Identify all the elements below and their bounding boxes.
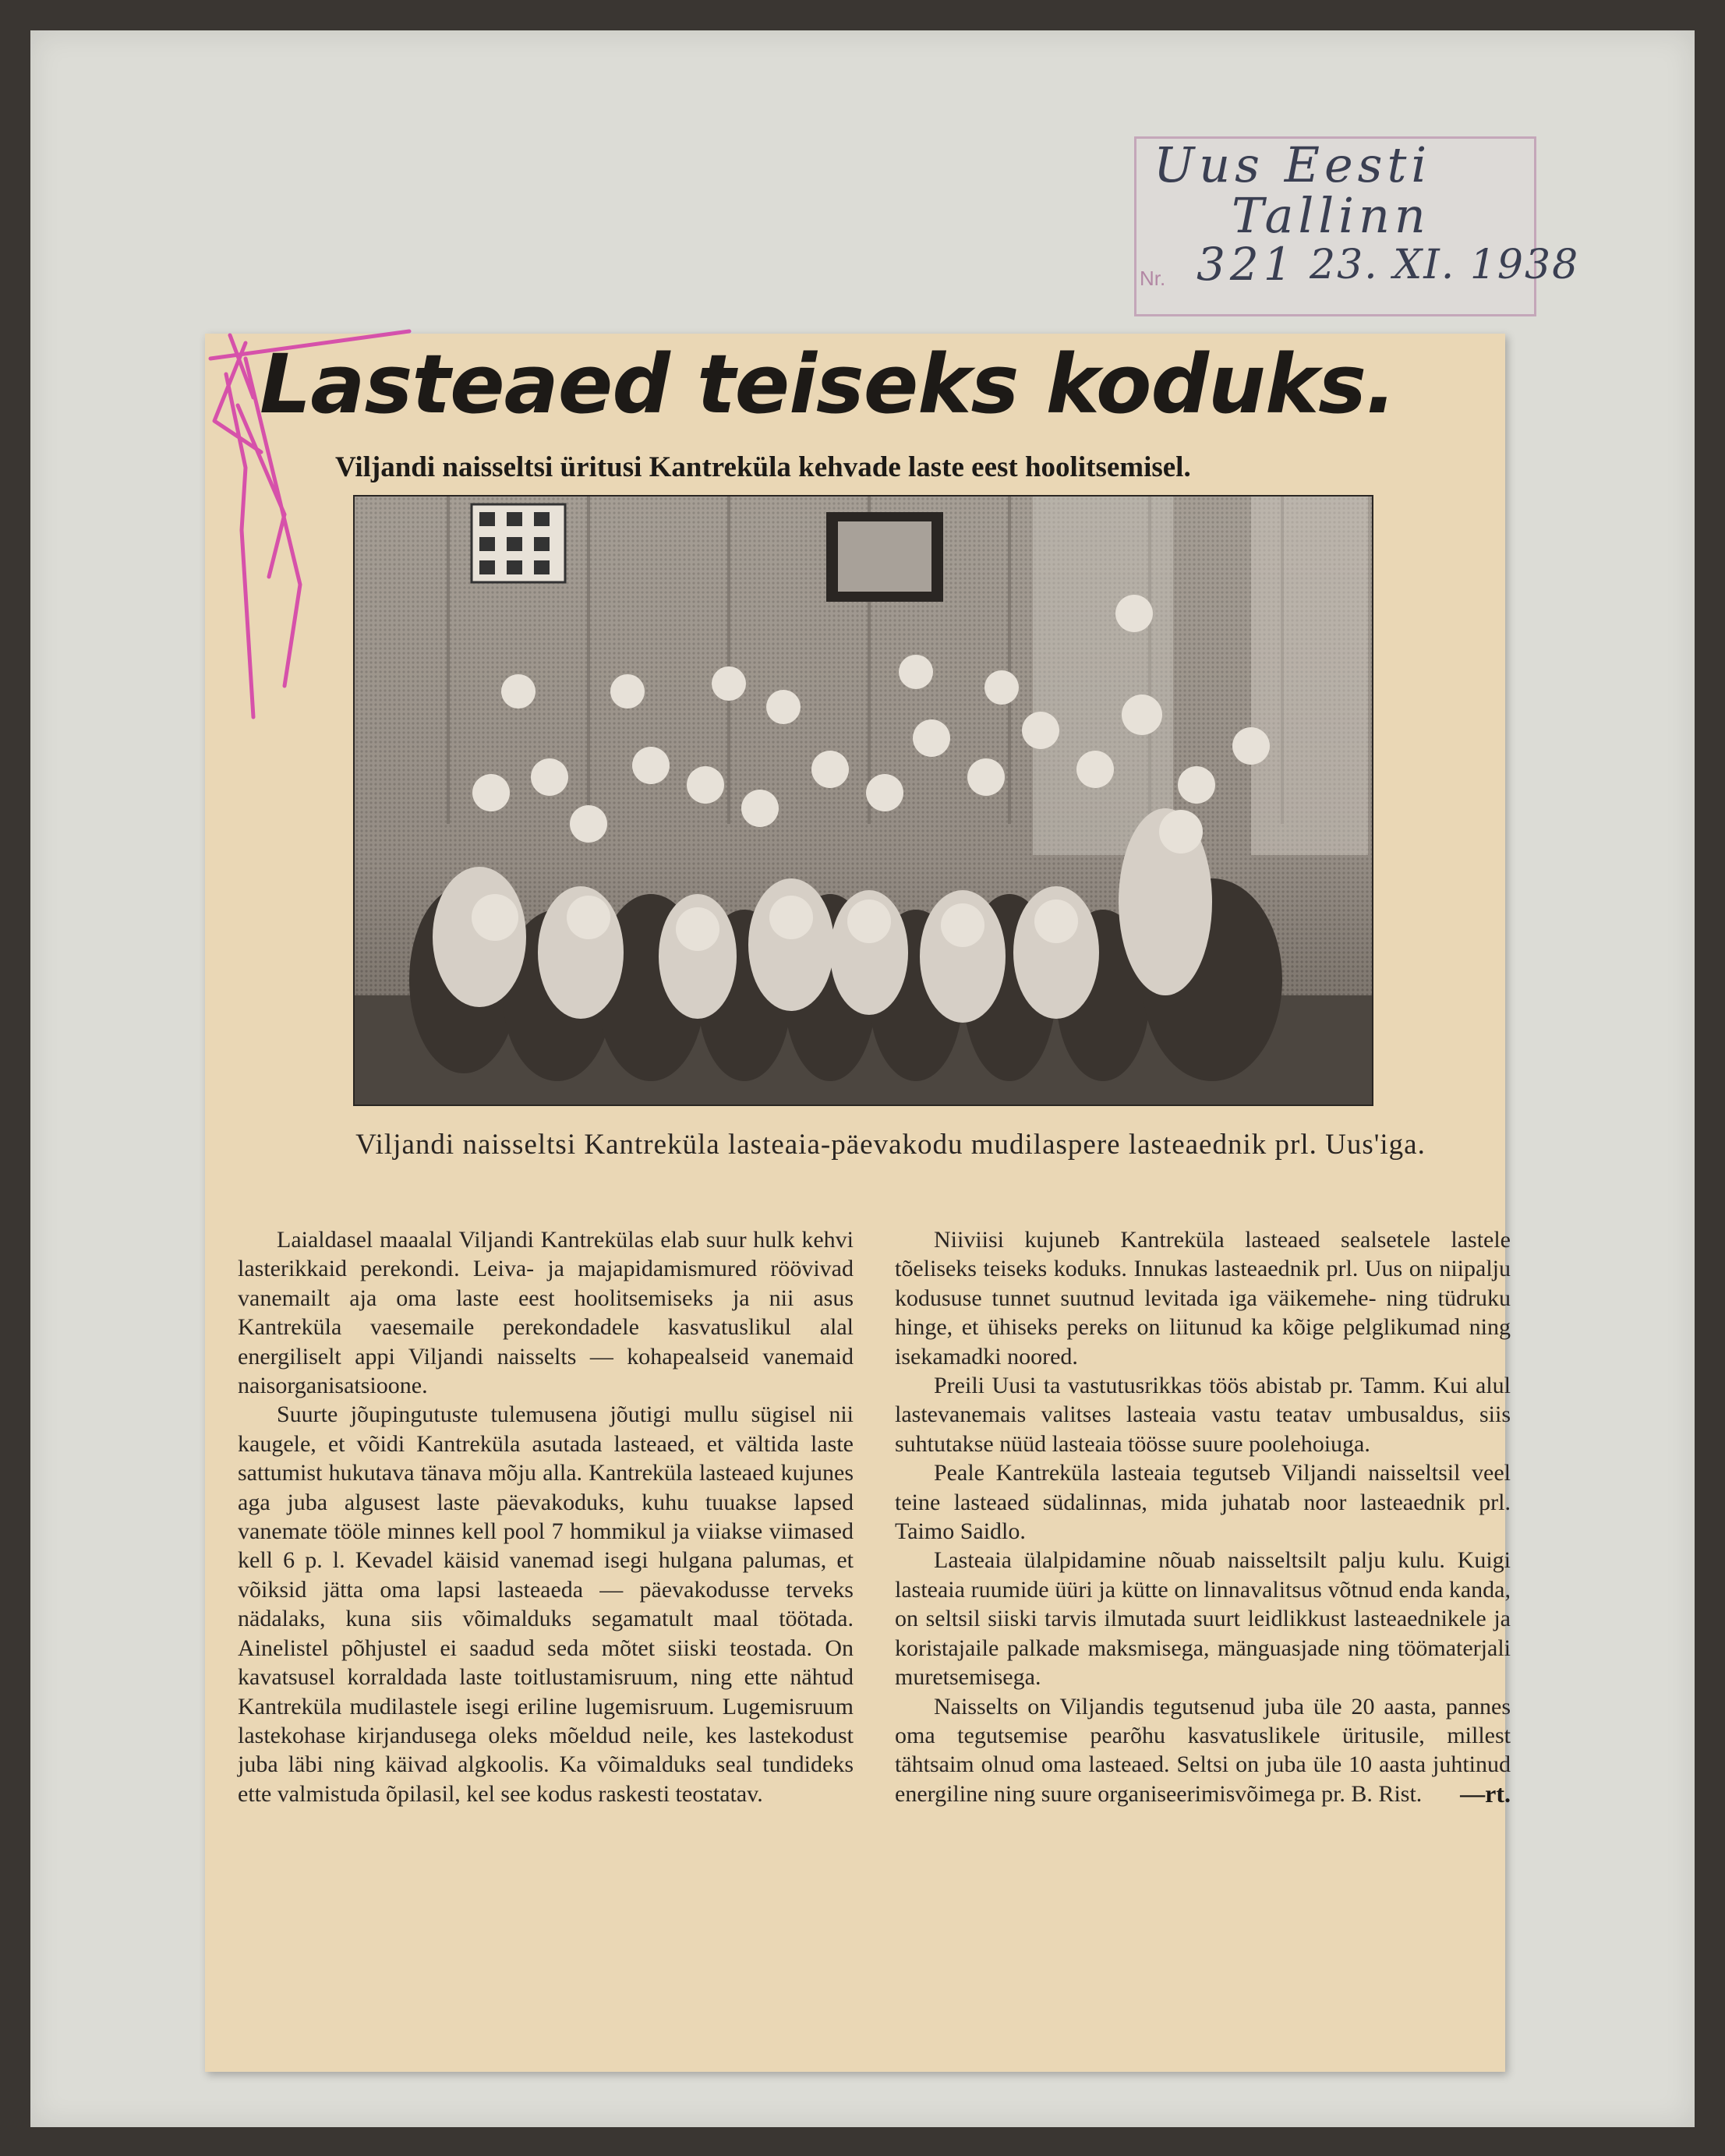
left-paragraph-2: Suurte jõupingutuste tulemusena jõutigi mullu sügisel nii kaugele, et võidi Kantreküla asutada lasteaed, et vältida laste sattumist hukutava tänava mõju alla. Kantreküla lasteaed kujunes aga juba algusest laste päevakoduks, kuhu tuuakse lapsed vanemate tööle minnes kell pool 7 hommikul ja viiakse viimased kell 6 p. l. Kevadel käisid vanemad isegi hulgana palumas, et võiksid jätta oma lapsi lasteaeda — päevakodusse terveks nädalaks, kuna siis võimalduks segamatult maal töötada. Ainelistel põhjustel ei saadud seda mõtet siiski teostada. On kavatsusel korraldada laste toitlustamisruum, ning ette nähtud Kantreküla mudilastele isegi eriline lugemisruum. Lugemisruum lastekohase kirjandusega oleks mõeldud neile, kes lastekodust juba läbi ning käivad algkoolis. Ka võimalduks seal tundideks ette valmistuda õpilasil, kel see kodus raskesti teostatav. bbox=[238, 1401, 854, 1807]
right-paragraph-1: Niiviisi kujuneb Kantreküla lasteaed sealsetele lastele tõeliseks teiseks koduks. Innukas lasteaednik prl. Uus on niipalju kodususe tunnet suutnud levitada iga väikemehe- ning tüdruku hinge, et ühiseks pereks on liitunud ka kõige pelglikumad ning isekamadki noored. bbox=[895, 1227, 1511, 1370]
group-photo bbox=[353, 495, 1373, 1106]
article-left-column bbox=[238, 1225, 854, 1808]
stamp-city-line: Tallinn bbox=[1232, 187, 1430, 244]
article-subheadline: Viljandi naisseltsi üritusi Kantreküla kehvade laste eest hoolitsemisel. bbox=[335, 451, 1191, 483]
author-signature: —rt. bbox=[1460, 1780, 1511, 1808]
left-paragraph-1: Laialdasel maaalal Viljandi Kantrekülas elab suur hulk kehvi lasterikkaid perekondi. Leiva- ja majapidamismured röövivad vanemailt aja oma laste eest hoolitsemiseks ja nii asus Kantreküla vaesemaile perekondadele kasvatuslikul alal energiliselt appi Viljandi naisselts — kohapealseid vanemaid naisorganisatsioone. bbox=[238, 1227, 854, 1399]
stamp-source-line: Uus Eesti bbox=[1154, 136, 1432, 193]
photo-caption: Viljandi naisseltsi Kantreküla lasteaia-päevakodu mudilaspere lasteaednik prl. Uus'iga. bbox=[355, 1129, 1426, 1161]
right-paragraph-4: Lasteaia ülalpidamine nõuab naisseltsilt palju kulu. Kuigi lasteaia ruumide üüri ja kütte on linnavalitsus võtnud enda kanda, on seltsil siiski tarvis ilmutada suurt leidlikkust lasteaednikele ja koristajaile palkade maksmisega, mänguasjade ning töömaterjali muretsemisega. bbox=[895, 1547, 1511, 1691]
group-photo-icon bbox=[355, 497, 1372, 1105]
article-headline: Lasteaed teiseks koduks. bbox=[260, 337, 1396, 432]
stamp-number: 321 bbox=[1197, 238, 1297, 291]
right-paragraph-3: Peale Kantreküla lasteaia tegutseb Viljandi naisseltsil veel teine lasteaed südalinnas, mida juhatab noor lasteaednik prl. Taimo Saidlo. bbox=[895, 1460, 1511, 1545]
article-right-column bbox=[895, 1225, 1511, 1809]
stamp-nr-label: Nr. bbox=[1140, 267, 1166, 290]
right-paragraph-2: Preili Uusi ta vastutusrikkas töös abistab pr. Tamm. Kui alul lastevanemais valitses lasteaia vastu teatav umbusaldus, siis suhtutakse nüüd lasteaia töösse suure poolehoiuga. bbox=[895, 1373, 1511, 1457]
right-paragraph-5: Naisselts on Viljandis tegutsenud juba üle 20 aasta, pannes oma tegutsemise pearõhu kasvatuslikele üritusile, millest tähtsaim olnud oma lasteaed. Seltsi on juba üle 10 aasta juhtinud energiline ning suure organiseerimisvõimega pr. B. Rist. bbox=[895, 1693, 1511, 1807]
stamp-date: 23. XI. 1938 bbox=[1310, 242, 1580, 288]
